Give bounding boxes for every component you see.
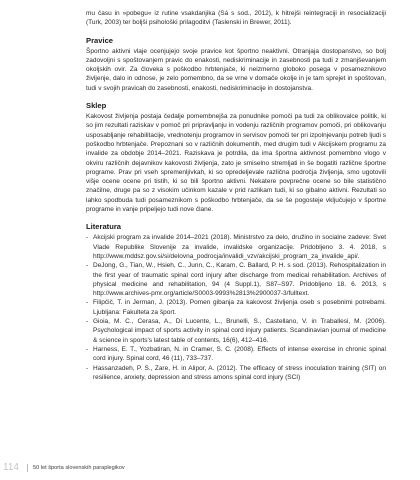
page-footer: [0, 462, 420, 474]
section-heading: Sklep: [86, 101, 107, 111]
reference-item: - Harness, E. T., Yozbatiran, N. in Cramer, S. C. (2008). Effects of intense exercise in chronic spinal cord injury. Spinal cord, 46 (11), 733–737.: [86, 345, 386, 364]
section-paragraph: Kakovost življenja postaja čedalje pomembnejša za ponudnike pomoči pa tudi za oblikovalce politik, ki so jim rezultati raziskav v pomoč pri pripravljanju in vodenju različnih programov pomoči, pri oblikovanju usposabljanje rehabilitacije, vrednotenju programov in servisov pomoči ter pri izpolnjevanju potreb ljudi s poškodbo hrbtenjače. Prepoznani so v različnih dokumentih, med drugim tudi v Akcijskem programu za invalide za obdobje 2014–2021. Raziskava je potrdila, da ima športna aktivnost pomembno vlogo v okviru različnih dejavnikov kakovosti življenja, zato je smiselno stremljati in še bogatiti različne športne programe. Prav pri vseh spremenljivkah, ki so opredeljevale različna področja življenja, smo ugotovili višje ocene ocene pri tistih, ki so bili športno aktivni. Nekatere povprečne ocene so bile statistično značilne, druge pa so z visokim učinkom kazale v prid razlikam tudi, ki so gibalno aktivni. Rezultati so lahko spodbuda tudi posameznikom s poškodbo hrbtenjače, da se še pogosteje vključujejo v športne programe in vanje pripeljejo tudi nove člane.: [86, 113, 386, 214]
section-paragraph: Športno aktivni vlaje ocenjujejo svoje pravice kot športno neaktivni. Otranjaja dostopanstvo, so bolj zadovoljni s spoštovanjem pravic do enakosti, nediskriminacije in zasebnosti pa tudi z zmanjševanjem okoljskih ovir. Za človeka s poškodbo hrbtenjače, ki neizmerno globoko posega v posameznikovo življenje, dalo in odnose, je zelo pomembno, da se vrne v domače okolje in je tam sprejet in spoštovan, tudi v svojih pravicah do zasebnosti, enakosti, nediskriminacije in dostojanstva.: [86, 47, 386, 92]
intro-paragraph: mu času in »pobegu« iz rutine vsakdanjika (Sá s sod., 2012), k hitrejši reintegraciji in resocializaciji (Turk, 2003) ter boljši psihološki prilagoditvi (Taslenski in Brewer, 2011).: [86, 10, 386, 27]
footer-book-title: 50 let športa slovenskih paraplegikov: [33, 465, 125, 471]
page-number: 114: [3, 462, 19, 473]
footer-divider: [27, 464, 28, 472]
reference-item: - Gioia, M. C., Cerasa, A., Di Lucente, L., Brunelli, S., Castellano, V. in Traballesi, M. (2006). Psychological impact of sports activity in spinal cord injury patients. Scandinavian journal of medicine & science in sports's latest table of contents, 16(6), 412–416.: [86, 317, 386, 345]
page-content: [86, 9, 386, 382]
reference-item: - Akcijski program za invalide 2014–2021 (2018). Ministrstvo za delo, družino in socialne zadeve: Svet Vlade Republike Slovenije za invalide, invalidske organizacije. Pridobljeno 3. 4. 2018, s http://www.mddsz.gov.si/si/delovna_podrocja/invalidi_vzv/akcijski_program_za_invalide_api/.: [86, 233, 386, 261]
reference-item: - DeJong, G., Tian, W., Hsieh, C., Junn, C., Karam, C. Ballard, P. H. s sod. (2013). Rehospitalization in the first year of traumatic spinal cord injury after discharge from medical rehabilitation. Archives of physical medicine and rehabilitation, 94 (4 Suppl.1), S87–S97. Pridobljeno 18. 6. 2013, s http://www.archives-pmr.org/article/S0003-9993%2813%2900037-3/fulltext.: [86, 261, 386, 298]
section-references: [86, 222, 386, 382]
reference-item: - Hassanzadeh, P. S., Zare, H. in Alipor, A. (2012). The efficacy of stress inoculation training (SIT) on resilience, anxiety, depression and stress amons spinal cord injury (SCI): [86, 364, 386, 383]
section-rights: [86, 36, 386, 93]
section-heading: Literatura: [86, 222, 122, 232]
section-heading: Pravice: [86, 35, 114, 45]
reference-item: - Filipčič, T. in Jerman, J. (2013). Pomen gibanja za kakovost življenja oseb s posebnimi potrebami. Ljubljana: Fakulteta za šport.: [86, 298, 386, 317]
section-conclusion: [86, 101, 386, 214]
reference-list: [86, 233, 386, 382]
